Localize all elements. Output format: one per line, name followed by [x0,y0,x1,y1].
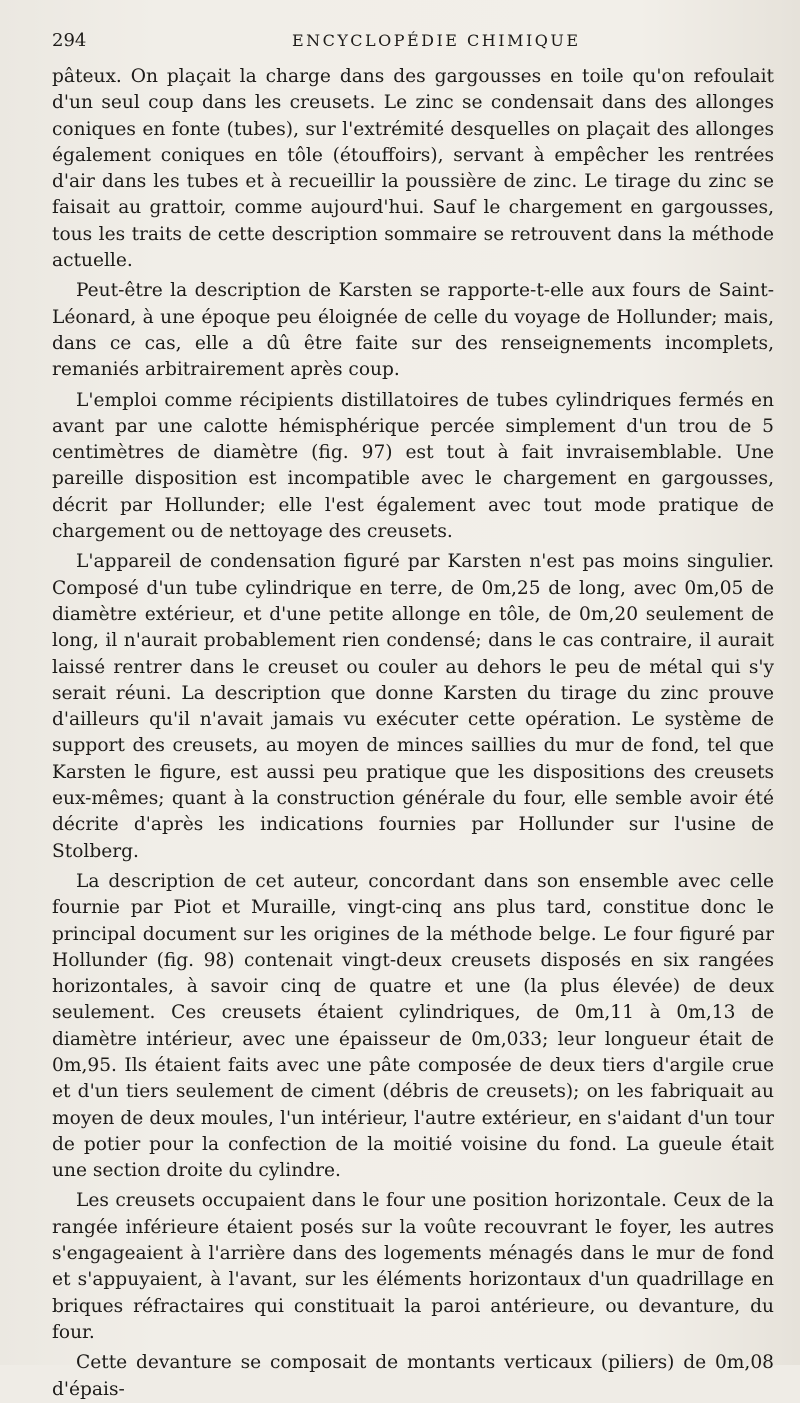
paragraph: Les creusets occupaient dans le four une position horizontale. Ceux de la rangée inférieure étaient posés sur la voûte recouvrant le foyer, les autres s'engageaient à l'arrière dans des logements ménagés dans le mur de fond et s'appuyaient, à l'avant, sur les éléments horizontaux d'un quadrillage en briques réfractaires qui constituait la paroi antérieure, ou devanture, du four. [52,1190,774,1343]
paragraph: La description de cet auteur, concordant dans son ensemble avec celle fournie par Piot et Muraille, vingt-cinq ans plus tard, constitue donc le principal document sur les origines de la méthode belge. Le four figuré par Hollunder (fig. 98) contenait vingt-deux creusets disposés en six rangées horizontales, à savoir cinq de quatre et une (la plus élevée) de deux seulement. Ces creusets étaient cylindriques, de 0m,11 à 0m,13 de diamètre intérieur, avec une épaisseur de 0m,033; leur longueur était de 0m,95. Ils étaient faits avec une pâte composée de deux tiers d'argile crue et d'un tiers seulement de ciment (débris de creusets); on les fabriquait au moyen de deux moules, l'un intérieur, l'autre extérieur, en s'aidant d'un tour de potier pour la confection de la moitié voisine du fond. La gueule était une section droite du cylindre. [52,870,774,1182]
running-header [52,30,774,64]
paragraph: L'emploi comme récipients distillatoires de tubes cylindriques fermés en avant par une calotte hémisphérique percée simplement d'un trou de 5 centimètres de diamètre (fig. 97) est tout à fait invraisemblable. Une pareille disposition est incompatible avec le chargement en gargousses, décrit par Hollunder; elle l'est également avec tout mode pratique de chargement ou de nettoyage des creusets. [52,389,774,543]
paragraph: Cette devanture se composait de montants verticaux (piliers) de 0m,08 d'épais- [52,1352,774,1400]
page-number: 294 [52,30,87,51]
paragraph: L'appareil de condensation figuré par Karsten n'est pas moins singulier. Composé d'un tube cylindrique en terre, de 0m,25 de long, avec 0m,05 de diamètre extérieur, et d'une petite allonge en tôle, de 0m,20 seulement de long, il n'aurait probablement rien condensé; dans le cas contraire, il aurait laissé rentrer dans le creuset ou couler au dehors le peu de métal qui s'y serait réuni. La description que donne Karsten du tirage du zinc prouve d'ailleurs qu'il n'avait jamais vu exécuter cette opération. Le système de support des creusets, au moyen de minces saillies du mur de fond, tel que Karsten le figure, est aussi peu pratique que les dispositions des creusets eux-mêmes; quant à la construction générale du four, elle semble avoir été décrite d'après les indications fournies par Hollunder sur l'usine de Stolberg. [52,551,774,862]
paragraph: Peut-être la description de Karsten se rapporte-t-elle aux fours de Saint-Léonard, à une époque peu éloignée de celle du voyage de Hollunder; mais, dans ce cas, elle a dû être faite sur des renseignements incomplets, remaniés arbitrairement après coup. [52,280,774,381]
running-title: ENCYCLOPÉDIE CHIMIQUE [292,31,581,50]
paragraph: pâteux. On plaçait la charge dans des gargousses en toile qu'on refoulait d'un seul coup dans les creusets. Le zinc se condensait dans des allonges coniques en fonte (tubes), sur l'extrémité desquelles on plaçait des allonges également coniques en tôle (étouffoirs), servant à empêcher les rentrées d'air dans les tubes et à recueillir la poussière de zinc. Le tirage du zinc se faisait au grattoir, comme aujourd'hui. Sauf le chargement en gargousses, tous les traits de cette description sommaire se retrouvent dans la méthode actuelle. [52,66,774,272]
body-text [52,64,774,1403]
